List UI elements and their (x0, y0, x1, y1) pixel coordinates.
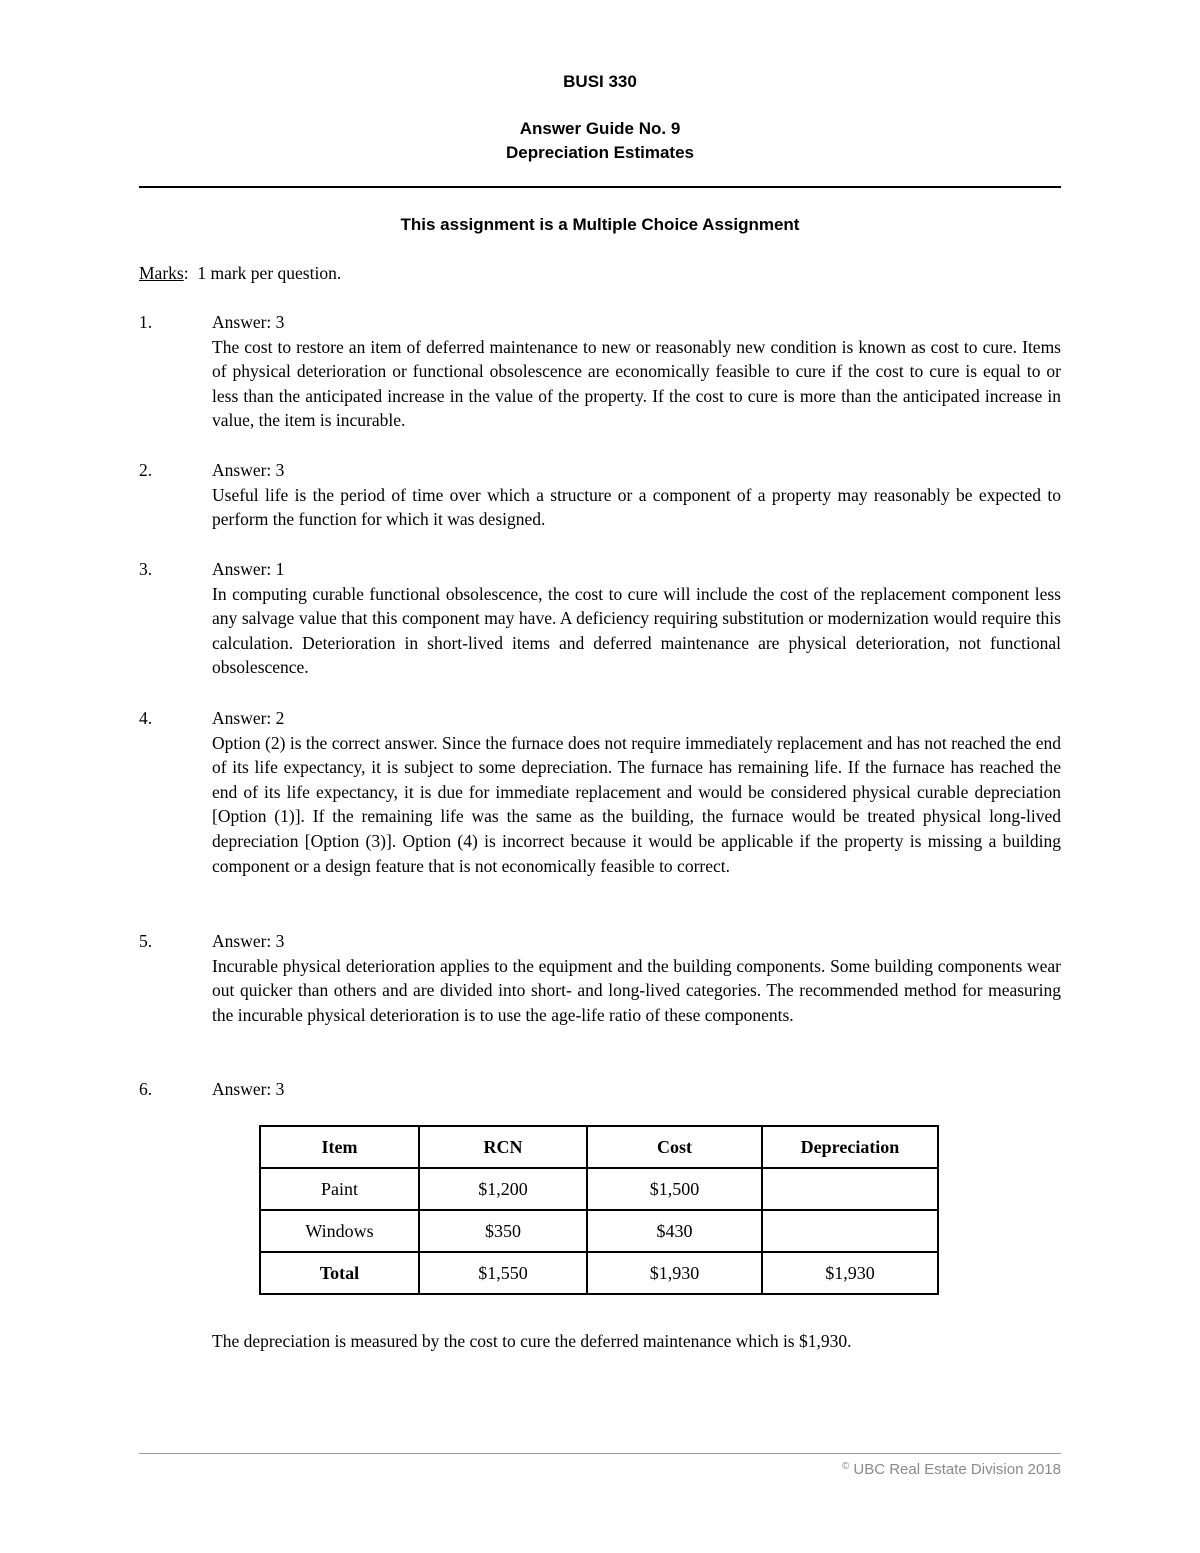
question-explanation: In computing curable functional obsolescence, the cost to cure will include the cost of the replacement component less any salvage value that this component may have. A deficiency requiring substitution or modernization would require this calculation. Deterioration in short-lived items and deferred maintenance are physical deterioration, not functional obsolescence. (212, 583, 1061, 678)
table-cell: $350 (419, 1210, 587, 1252)
marks-text: 1 mark per question. (197, 263, 342, 283)
question-number: 2. (139, 460, 153, 480)
question-answer: Answer: 3 (212, 931, 285, 951)
question-answer: Answer: 3 (212, 460, 285, 480)
conclusion-text: The depreciation is measured by the cost to cure the deferred maintenance which is $1,930. (212, 1331, 852, 1351)
question-number: 3. (139, 559, 153, 579)
depreciation-table (259, 1125, 939, 1295)
table-cell: $1,500 (587, 1168, 762, 1210)
question-explanation: Option (2) is the correct answer. Since the furnace does not require immediately replacement and has not reached the end of its life expectancy, it is subject to some depreciation. The furnace has remaining life. If the furnace has reached the end of its life expectancy, it is due for immediate replacement and would be considered physical curable depreciation [Option (1)]. If the remaining life was the same as the building, the furnace would be treated physical long-lived depreciation [Option (3)]. Option (4) is incorrect because it would be applicable if the property is missing a building component or a design feature that is not economically feasible to correct. (212, 732, 1061, 876)
question-answer: Answer: 2 (212, 708, 285, 728)
guide-title: Answer Guide No. 9 (519, 119, 681, 138)
table-cell: $1,930 (587, 1252, 762, 1294)
table-cell: $430 (587, 1210, 762, 1252)
marks-label: Marks (139, 263, 184, 283)
question-explanation: The cost to restore an item of deferred maintenance to new or reasonably new condition is known as cost to cure. Items of physical deterioration or functional obsolescence are economically feasible to cure if the cost to cure is equal to or less than the anticipated increase in the value of the property. If the cost to cure is more than the anticipated increase in value, the item is incurable. (212, 336, 1061, 431)
question-explanation: Incurable physical deterioration applies to the equipment and the building components. Some building components wear out quicker than others and are divided into short- and long-lived categories. The recommended method for measuring the incurable physical deterioration is to use the age-life ratio of these components. (212, 955, 1061, 1025)
footer (842, 1461, 1061, 1478)
question-answer: Answer: 3 (212, 1079, 285, 1099)
column-header-item: Item (260, 1126, 419, 1168)
table-total-row (260, 1252, 938, 1294)
column-header-depreciation: Depreciation (762, 1126, 938, 1168)
footer-text: UBC Real Estate Division 2018 (853, 1461, 1061, 1478)
table-header-row (260, 1126, 938, 1168)
document-page (139, 0, 1061, 1553)
marks-line (139, 261, 341, 285)
column-header-rcn: RCN (419, 1126, 587, 1168)
course-code: BUSI 330 (563, 72, 637, 91)
table-cell: Paint (260, 1168, 419, 1210)
table-cell: $1,200 (419, 1168, 587, 1210)
question-number: 5. (139, 931, 153, 951)
copyright-icon: © (841, 1461, 850, 1472)
table-cell: Windows (260, 1210, 419, 1252)
table-cell (762, 1168, 938, 1210)
question-number: 1. (139, 312, 153, 332)
header-divider (139, 186, 1061, 188)
assignment-note: This assignment is a Multiple Choice Assignment (400, 215, 800, 234)
table-cell (762, 1210, 938, 1252)
question-answer: Answer: 1 (212, 559, 285, 579)
marks-colon: : (183, 263, 189, 283)
question-number: 4. (139, 708, 153, 728)
table-cell: $1,930 (762, 1252, 938, 1294)
question-answer: Answer: 3 (212, 312, 285, 332)
table-row (260, 1210, 938, 1252)
column-header-cost: Cost (587, 1126, 762, 1168)
question-number: 6. (139, 1079, 153, 1099)
table-cell: Total (260, 1252, 419, 1294)
table-row (260, 1168, 938, 1210)
question-explanation: Useful life is the period of time over which a structure or a component of a property may reasonably be expected to perform the function for which it was designed. (212, 484, 1061, 530)
table-cell: $1,550 (419, 1252, 587, 1294)
guide-subtitle: Depreciation Estimates (505, 143, 694, 162)
footer-divider (139, 1453, 1061, 1454)
